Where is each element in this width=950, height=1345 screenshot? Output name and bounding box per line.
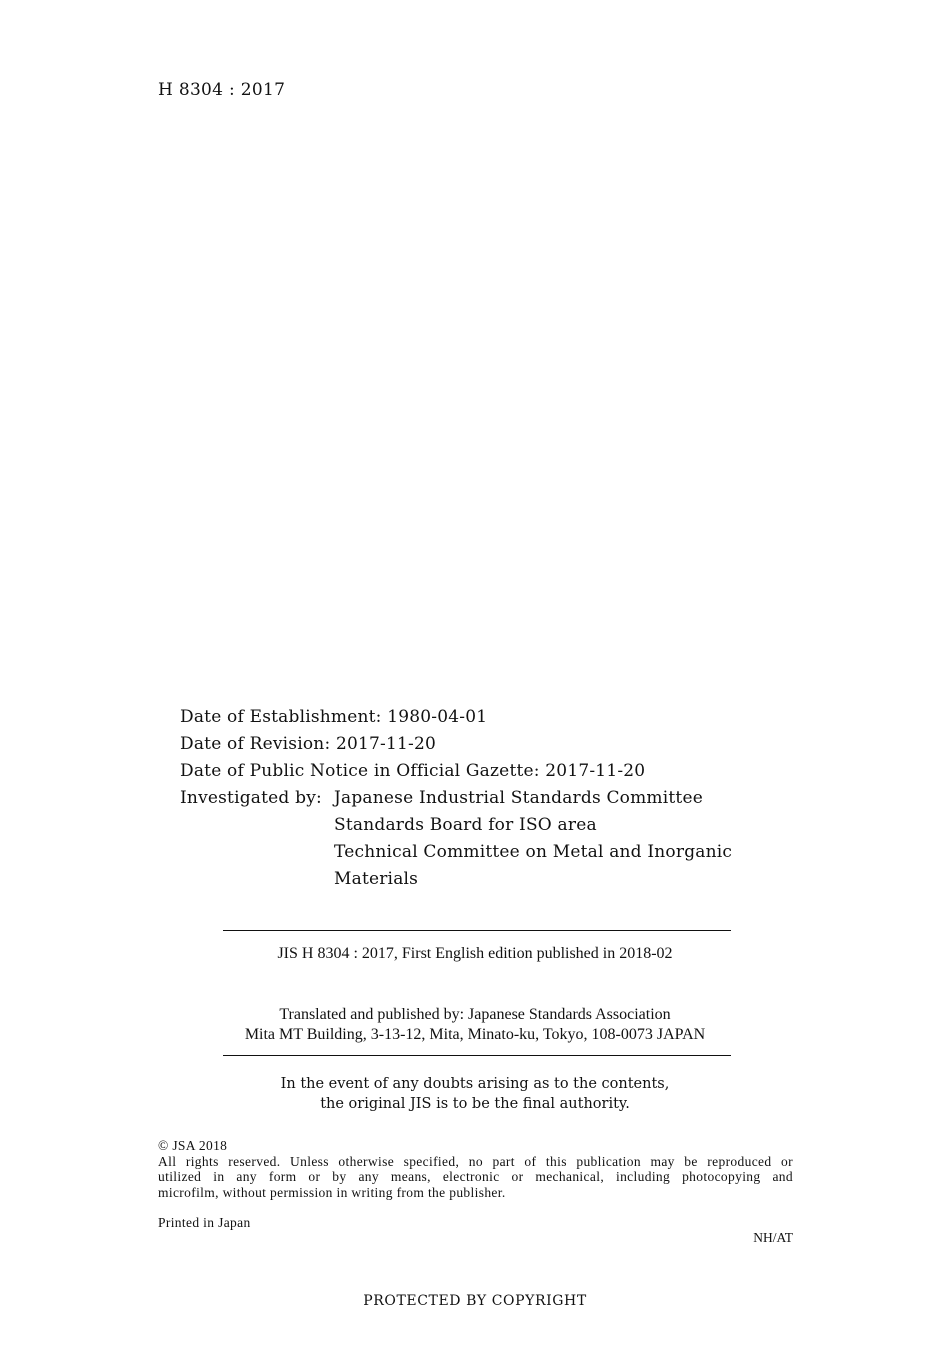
edition-line: JIS H 8304 : 2017, First English edition published in 2018-02 [277, 945, 673, 962]
publisher-block [170, 1005, 780, 1045]
translated-by-line: Translated and published by: Japanese Standards Association [279, 1006, 671, 1023]
investigated-by-list [334, 785, 732, 893]
establishment-date: Date of Establishment: 1980-04-01 [180, 707, 488, 727]
divider-bottom [223, 1055, 731, 1056]
dates-block [180, 704, 780, 893]
printed-in: Printed in Japan [158, 1215, 251, 1230]
copyright-block [158, 1138, 793, 1200]
document-code: NH/AT [753, 1230, 793, 1245]
standard-number-header: H 8304 : 2017 [158, 80, 286, 100]
publisher-address: Mita MT Building, 3-13-12, Mita, Minato-ku, Tokyo, 108-0073 JAPAN [244, 1026, 706, 1043]
rights-statement [158, 1154, 793, 1201]
rights-line: microfilm, without permission in writing from the publisher. [158, 1184, 506, 1200]
authority-note-line: the original JIS is to be the final authority. [320, 1096, 630, 1112]
investigated-by-item: Standards Board for ISO area [334, 815, 597, 835]
rights-line: All rights reserved. Unless otherwise specified, no part of this publication may be reproduced or [158, 1153, 793, 1169]
authority-note-line: In the event of any doubts arising as to the contents, [280, 1076, 670, 1092]
investigated-by-item: Materials [334, 869, 419, 889]
public-notice-date: Date of Public Notice in Official Gazette: 2017-11-20 [180, 761, 646, 781]
rights-line: utilized in any form or by any means, electronic or mechanical, including photocopying and [158, 1169, 793, 1184]
investigated-by-item: Technical Committee on Metal and Inorganic [334, 842, 733, 862]
copyright-notice: © JSA 2018 [158, 1138, 228, 1153]
divider-top [223, 930, 731, 931]
investigated-by-item: Japanese Industrial Standards Committee [334, 788, 703, 808]
copyright-protection-footer: PROTECTED BY COPYRIGHT [363, 1293, 587, 1309]
authority-note [170, 1074, 780, 1114]
investigated-by-label: Investigated by: [180, 788, 322, 808]
investigated-by [180, 785, 780, 893]
revision-date: Date of Revision: 2017-11-20 [180, 734, 436, 754]
